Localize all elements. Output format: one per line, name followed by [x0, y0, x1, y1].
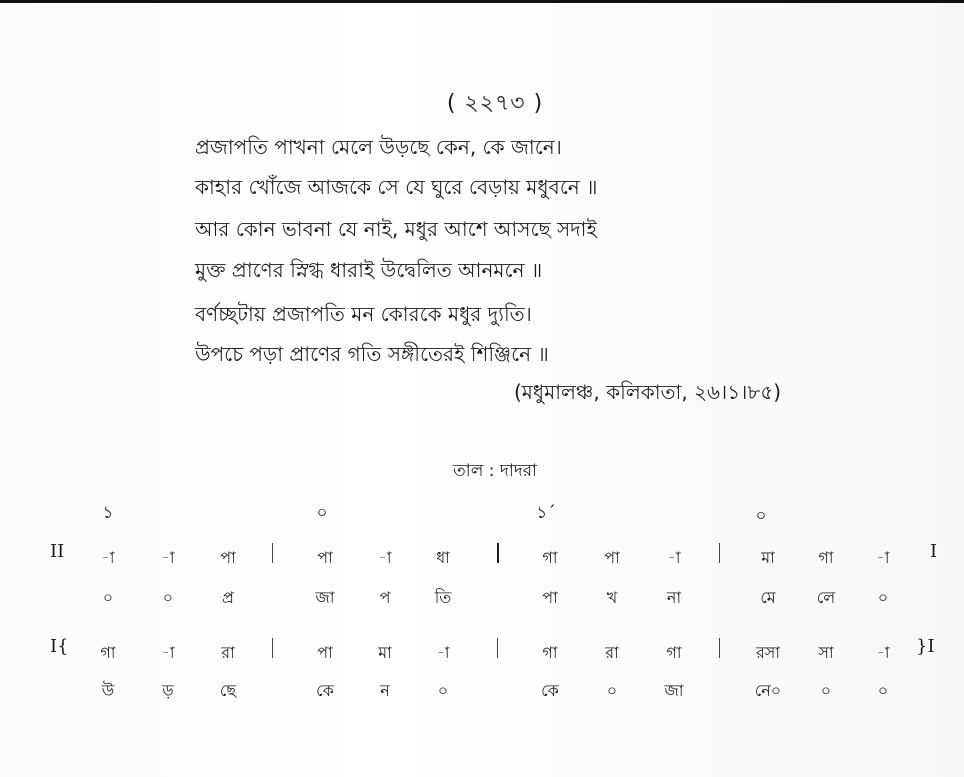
verse-line: বর্ণচ্ছটায় প্রজাপতি মন কোরকে মধুর দ্যুতি।: [195, 302, 532, 326]
lyric-cell: নে০: [754, 681, 782, 700]
verse-line: উপচে পড়া প্রাণের গতি সঙ্গীতেরই শিঞ্জিনে ॥: [195, 342, 549, 366]
verse-line: প্রজাপতি পাখনা মেলে উড়ছে কেন, কে জানে।: [195, 135, 562, 159]
lyric-cell: ০: [877, 588, 889, 607]
lyric-cell: তি: [434, 588, 452, 607]
beat-mark: ১: [102, 503, 114, 523]
lyric-cell: পা: [542, 588, 558, 607]
row1-end-bracket: I: [930, 541, 938, 562]
row2-end-bracket: }I: [916, 636, 935, 657]
source-note: (মধুমালঞ্চ, কলিকাতা, ২৬।১।৮৫): [514, 380, 782, 404]
top-border: [0, 0, 964, 3]
note-cell: পা: [220, 548, 236, 567]
verse-line: মুক্ত প্রাণের স্নিগ্ধ ধারাই উদ্বেলিত আনমনে ॥: [195, 258, 543, 282]
lyric-cell: ০: [437, 681, 449, 700]
bar-line: [272, 543, 273, 563]
note-cell: ধা: [436, 548, 450, 567]
lyric-cell: ০: [102, 588, 114, 607]
note-cell: পা: [604, 548, 620, 567]
beat-mark: ০: [755, 506, 767, 526]
verse-line: কাহার খোঁজে আজকে সে যে ঘুরে বেড়ায় মধুবনে ॥: [195, 175, 598, 199]
lyric-cell: প্র: [222, 588, 234, 607]
note-cell: রা: [605, 643, 619, 662]
note-cell: -া: [876, 643, 890, 662]
lyric-cell: জা: [664, 681, 684, 700]
note-cell: গা: [100, 643, 116, 662]
row2-start-bracket: I{: [50, 636, 69, 657]
note-cell: রা: [221, 643, 235, 662]
bar-line: [719, 543, 720, 563]
note-cell: -া: [667, 548, 681, 567]
note-cell: সা: [818, 643, 834, 662]
bar-line: [272, 638, 273, 658]
lyric-cell: ড়: [162, 681, 174, 700]
lyric-cell: ছে: [219, 681, 237, 700]
note-cell: মা: [761, 548, 775, 567]
note-cell: মা: [378, 643, 392, 662]
lyric-cell: জা: [315, 588, 335, 607]
note-cell: পা: [317, 548, 333, 567]
note-cell: পা: [317, 643, 333, 662]
row1-start-bracket: II: [50, 541, 65, 562]
song-number: ( ২২৭৩ ): [446, 91, 544, 116]
lyric-cell: না: [666, 588, 682, 607]
lyric-cell: ০: [820, 681, 832, 700]
lyric-cell: প: [379, 588, 391, 607]
bar-line: [497, 543, 499, 563]
note-cell: গা: [542, 643, 558, 662]
note-cell: গা: [666, 643, 682, 662]
verse-line: আর কোন ভাবনা যে নাই, মধুর আশে আসছে সদাই: [195, 217, 597, 241]
note-cell: -া: [161, 548, 175, 567]
bar-line: [497, 638, 498, 658]
lyric-cell: খ: [606, 588, 618, 607]
note-cell: গা: [542, 548, 558, 567]
lyric-cell: লে: [816, 588, 836, 607]
lyric-cell: ০: [877, 681, 889, 700]
note-cell: -া: [161, 643, 175, 662]
taal-label: তাল : দাদরা: [453, 461, 537, 481]
lyric-cell: কে: [541, 681, 559, 700]
note-cell: -া: [436, 643, 450, 662]
lyric-cell: ০: [162, 588, 174, 607]
note-cell: রসা: [755, 643, 780, 662]
note-cell: -া: [101, 548, 115, 567]
lyric-cell: মে: [760, 588, 776, 607]
lyric-cell: ন: [380, 681, 390, 700]
bar-line: [719, 638, 720, 658]
beat-mark: ০: [316, 503, 328, 523]
lyric-cell: উ: [101, 681, 115, 700]
beat-mark: ১´: [536, 503, 556, 523]
note-cell: -া: [378, 548, 392, 567]
lyric-cell: ০: [606, 681, 618, 700]
note-cell: গা: [818, 548, 834, 567]
note-cell: -া: [876, 548, 890, 567]
lyric-cell: কে: [316, 681, 334, 700]
